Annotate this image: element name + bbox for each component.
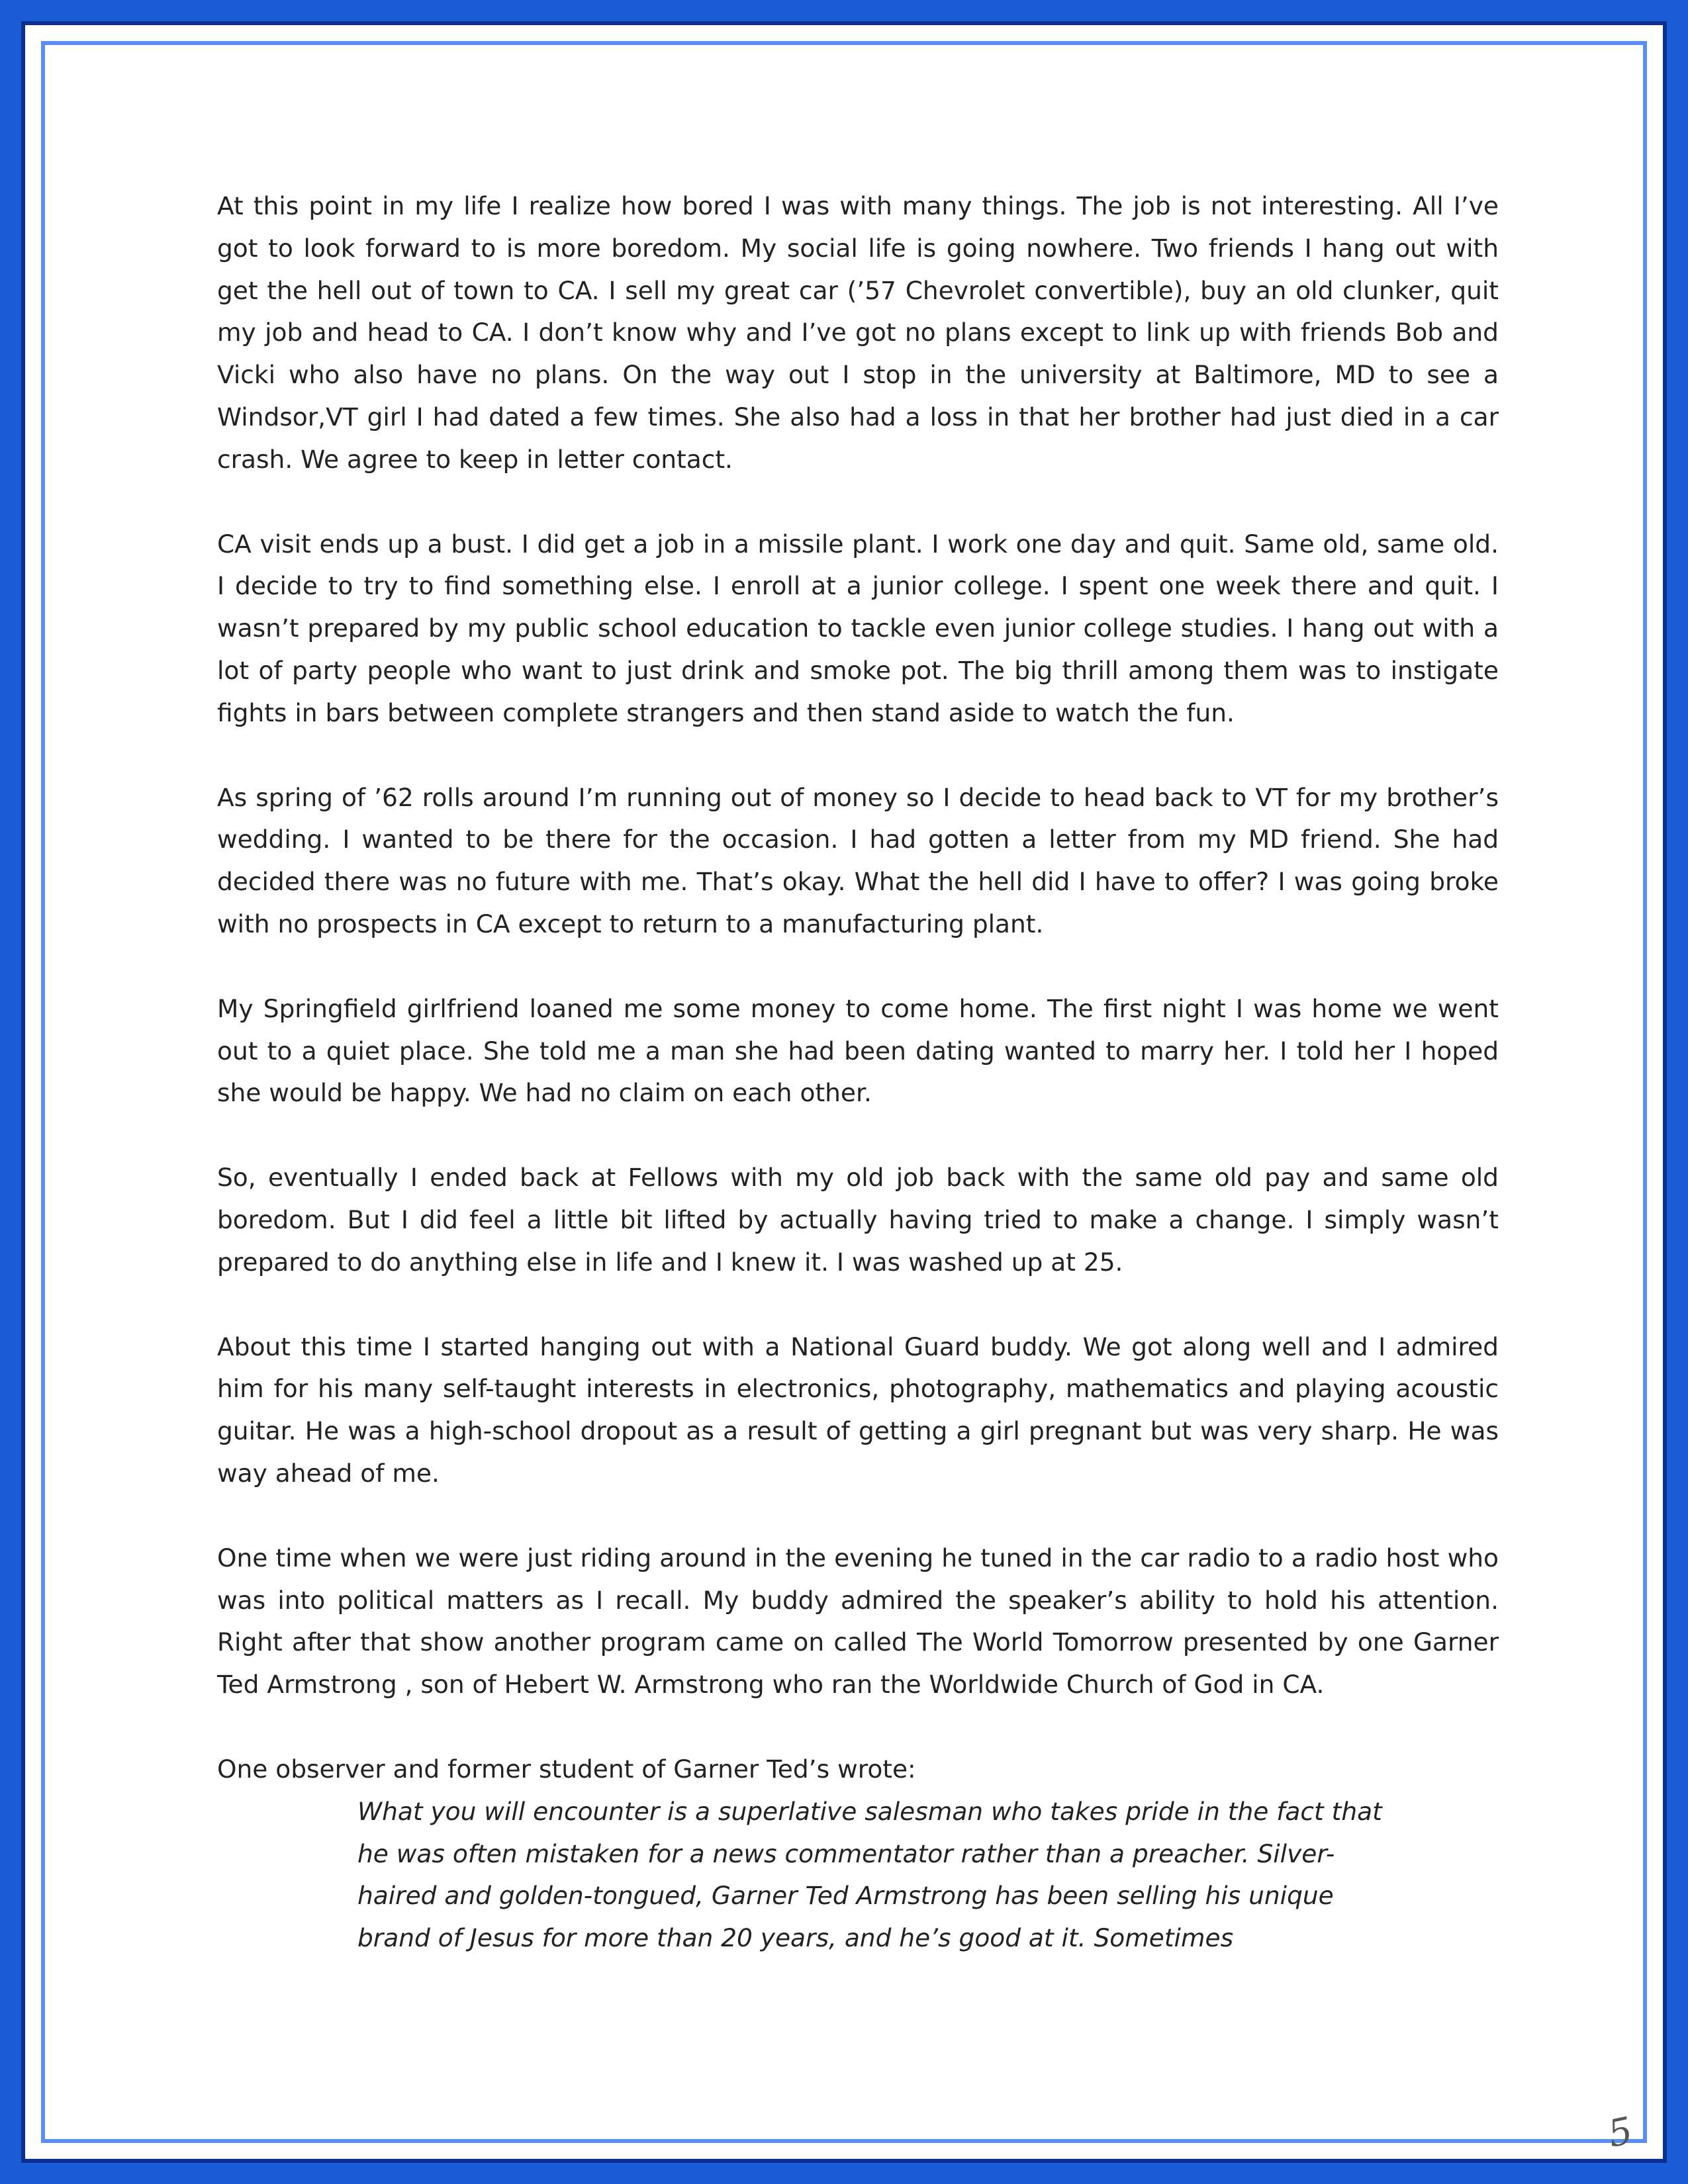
document-body (217, 185, 1499, 1960)
paragraph-2: CA visit ends up a bust. I did get a job in a missile plant. I work one day and quit. Same old, same old. I decide to try to find something else. I enroll at a junior college. I spent one week there and quit. I wasn’t prepared by my public school education to tackle even junior college studies. I hang out with a lot of party people who want to just drink and smoke pot. The big thrill among them was to instigate fights in bars between complete strangers and then stand aside to watch the fun. (217, 529, 1499, 727)
handwritten-page-number: 5 (1604, 2109, 1637, 2156)
paragraph-1: At this point in my life I realize how bored I was with many things. The job is not interesting. All I’ve got to look forward to is more boredom. My social life is going nowhere. Two friends I hang out with get the hell out of town to CA. I sell my great car (’57 Chevrolet convertible), buy an old clunker, quit my job and head to CA. I don’t know why and I’ve got no plans except to link up with friends Bob and Vicki who also have no plans. On the way out I stop in the university at Baltimore, MD to see a Windsor,VT girl I had dated a few times. She also had a loss in that her brother had just died in a car crash. We agree to keep in letter contact. (217, 191, 1499, 474)
paragraph-3: As spring of ’62 rolls around I’m running out of money so I decide to head back to VT for my brother’s wedding. I wanted to be there for the occasion. I had gotten a letter from my MD friend. She had decided there was no future with me. That’s okay. What the hell did I have to offer? I was going broke with no prospects in CA except to return to a manufacturing plant. (217, 782, 1499, 938)
paragraph-6: About this time I started hanging out with a National Guard buddy. We got along well and I admired him for his many self-taught interests in electronics, photography, mathematics and playing acoustic guitar. He was a high-school dropout as a result of getting a girl pregnant but was very sharp. He was way ahead of me. (217, 1332, 1499, 1488)
quote-intro: One observer and former student of Garner Ted’s wrote: (217, 1754, 916, 1784)
paragraph-5: So, eventually I ended back at Fellows with my old job back with the same old pay and same old boredom. But I did feel a little bit lifted by actually having tried to make a change. I simply wasn’t prepared to do anything else in life and I knew it. I was washed up at 25. (217, 1163, 1499, 1277)
paragraph-4: My Springfield girlfriend loaned me some money to come home. The first night I was home we went out to a quiet place. She told me a man she had been dating wanted to marry her. I told her I hoped she would be happy. We had no claim on each other. (217, 993, 1499, 1108)
block-quote: What you will encounter is a superlative salesman who takes pride in the fact that he was often mistaken for a news commentator rather than a preacher. Silver-haired and golden-tongued, Garner Ted Armstrong has been selling his unique brand of Jesus for more than 20 years, and he’s good at it. Sometimes (357, 1796, 1382, 1953)
paragraph-7: One time when we were just riding around in the evening he tuned in the car radio to a radio host who was into political matters as I recall. My buddy admired the speaker’s ability to hold his attention. Right after that show another program came on called The World Tomorrow presented by one Garner Ted Armstrong , son of Hebert W. Armstrong who ran the Worldwide Church of God in CA. (217, 1543, 1499, 1700)
